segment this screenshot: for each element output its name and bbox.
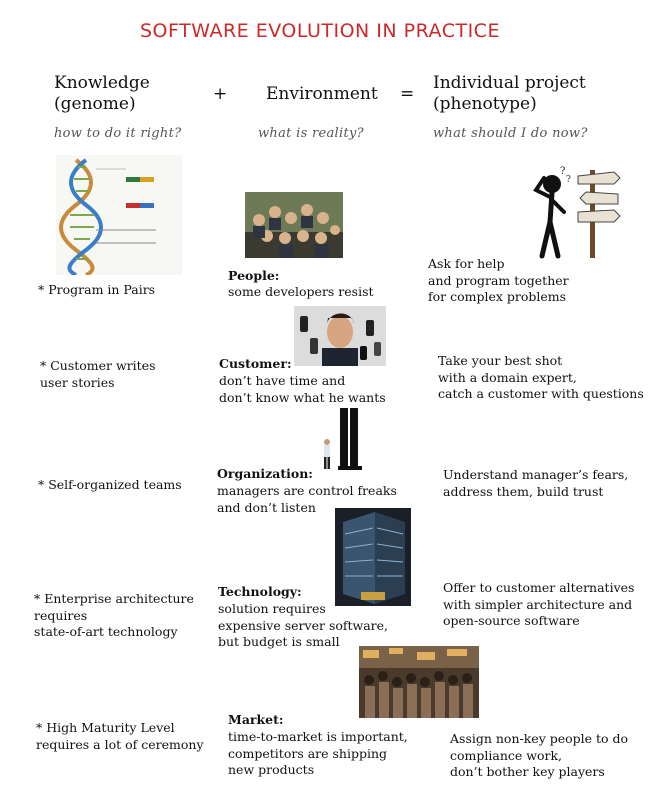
environment-text: solution requires expensive server software, but budget is small bbox=[218, 601, 389, 649]
svg-text:?: ? bbox=[560, 166, 566, 177]
environment-label: Customer: bbox=[219, 356, 292, 371]
team-photo bbox=[245, 192, 343, 258]
project-action: Assign non-key people to do compliance work, don’t bother key players bbox=[450, 731, 629, 779]
environment-label: Technology: bbox=[218, 584, 302, 599]
environment-text: some developers resist bbox=[228, 284, 374, 299]
knowledge-item: * High Maturity Level requires a lot of ceremony bbox=[36, 720, 204, 752]
knowledge-item: * Enterprise architecture requires state-of-art technology bbox=[34, 591, 194, 639]
thinker-signpost-icon bbox=[530, 160, 622, 260]
project-action: Take your best shot with a domain expert, catch a customer with questions bbox=[438, 353, 644, 401]
server-photo bbox=[335, 508, 411, 606]
environment-text: managers are control freaks and don’t listen bbox=[217, 483, 397, 515]
environment-label: Organization: bbox=[217, 466, 313, 481]
header-plus: + bbox=[213, 84, 228, 104]
subtitle-environment: what is reality? bbox=[258, 126, 364, 141]
project-action: Offer to customer alternatives with simpler architecture and open-source software bbox=[443, 580, 635, 628]
header-environment: Environment bbox=[266, 84, 378, 104]
legs-photo bbox=[318, 408, 368, 473]
knowledge-item: * Program in Pairs bbox=[38, 282, 156, 297]
knowledge-item: * Customer writes user stories bbox=[40, 358, 156, 390]
project-action: Ask for help and program together for complex problems bbox=[428, 256, 569, 304]
project-action: Understand manager’s fears, address them, build trust bbox=[443, 467, 629, 499]
svg-text:?: ? bbox=[566, 175, 571, 185]
market-photo bbox=[359, 646, 479, 718]
header-project: Individual project (phenotype) bbox=[433, 73, 586, 114]
header-equals: = bbox=[400, 84, 415, 104]
header-knowledge: Knowledge (genome) bbox=[54, 73, 150, 114]
phones-photo bbox=[294, 306, 386, 366]
subtitle-knowledge: how to do it right? bbox=[54, 126, 182, 141]
environment-text: don’t have time and don’t know what he wants bbox=[219, 373, 386, 405]
subtitle-project: what should I do now? bbox=[433, 126, 588, 141]
environment-text: time-to-market is important, competitors are shipping new products bbox=[228, 729, 408, 777]
environment-label: People: bbox=[228, 268, 280, 283]
environment-label: Market: bbox=[228, 712, 284, 727]
dna-icon bbox=[56, 155, 182, 275]
knowledge-item: * Self-organized teams bbox=[38, 477, 182, 492]
page-title: SOFTWARE EVOLUTION IN PRACTICE bbox=[140, 20, 500, 42]
